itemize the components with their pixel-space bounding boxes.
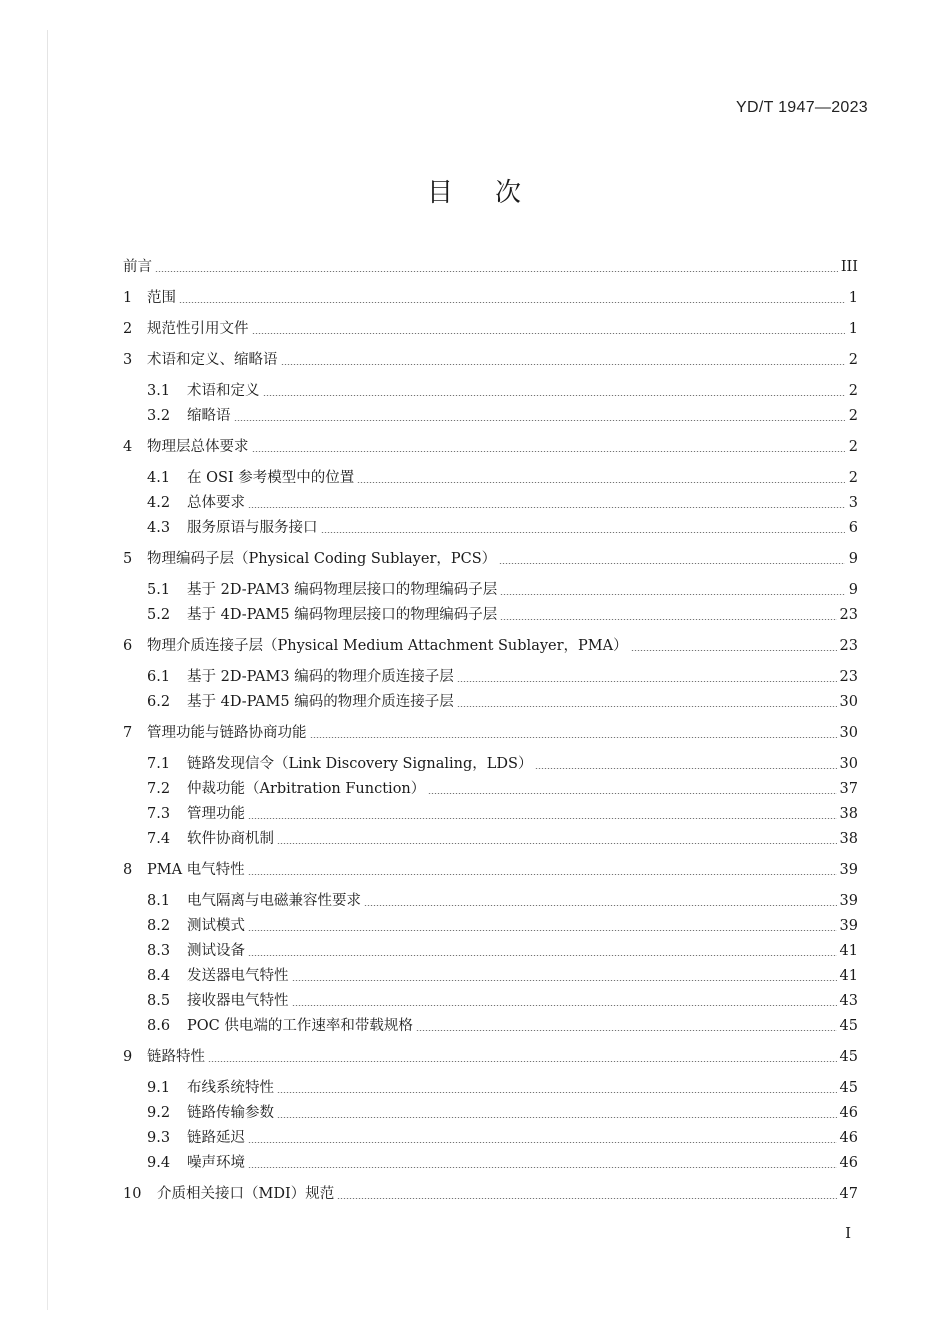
toc-entry-number: 7.2: [147, 781, 171, 797]
toc-section-entry[interactable]: [147, 1102, 858, 1124]
toc-leader-dots: [248, 507, 845, 508]
toc-entry-page: 41: [839, 968, 858, 984]
toc-entry-page: 39: [839, 893, 858, 909]
toc-section-entry[interactable]: [147, 990, 858, 1012]
toc-entry-number: 8.3: [147, 943, 171, 959]
toc-leader-dots: [248, 1167, 837, 1168]
toc-section-entry[interactable]: [147, 604, 858, 626]
toc-entry-page: 2: [848, 439, 858, 455]
toc-leader-dots: [277, 843, 837, 844]
toc-leader-dots: [234, 420, 846, 421]
toc-entry-title: 电气隔离与电磁兼容性要求: [187, 893, 361, 909]
toc-entry-number: 7.3: [147, 806, 171, 822]
toc-leader-dots: [500, 619, 836, 620]
toc-leader-dots: [155, 271, 838, 272]
toc-leader-dots: [428, 793, 836, 794]
toc-section-entry[interactable]: [147, 778, 858, 800]
toc-entry-page: 38: [839, 806, 858, 822]
toc-section-entry[interactable]: [147, 517, 858, 539]
toc-entry-number: 8.6: [147, 1018, 171, 1034]
toc-entry-number: 8.1: [147, 893, 171, 909]
toc-entry-page: 46: [839, 1130, 858, 1146]
toc-entry-number: 5.2: [147, 607, 171, 623]
toc-entry-number: 9: [123, 1049, 133, 1065]
toc-entry-title: 链路延迟: [187, 1130, 245, 1146]
toc-leader-dots: [179, 302, 845, 303]
toc-section-entry[interactable]: [147, 965, 858, 987]
toc-leader-dots: [357, 482, 845, 483]
toc-entry-number: 4.2: [147, 495, 171, 511]
toc-entry-page: 23: [839, 607, 858, 623]
toc-entry-page: 2: [848, 470, 858, 486]
toc-section-entry[interactable]: [147, 1077, 858, 1099]
toc-section-entry[interactable]: [147, 492, 858, 514]
title-char-2: 次: [495, 178, 524, 208]
toc-chapter-entry[interactable]: [123, 318, 858, 340]
toc-leader-dots: [321, 532, 846, 533]
toc-leader-dots: [457, 681, 837, 682]
toc-entry-page: 2: [848, 383, 858, 399]
page-title: [0, 172, 950, 209]
toc-entry-number: 7.1: [147, 756, 171, 772]
toc-entry-number: 8: [123, 862, 133, 878]
toc-chapter-entry[interactable]: [123, 859, 858, 881]
toc-section-entry[interactable]: [147, 940, 858, 962]
toc-leader-dots: [457, 706, 837, 707]
toc-entry-title: 管理功能与链路协商功能: [147, 725, 307, 741]
toc-entry-page: 30: [839, 694, 858, 710]
toc-leader-dots: [535, 768, 836, 769]
toc-leader-dots: [337, 1198, 836, 1199]
toc-entry-page: 23: [839, 669, 858, 685]
toc-entry-title: 总体要求: [187, 495, 245, 511]
document-code: YD/T 1947—2023: [736, 99, 868, 116]
toc-section-entry[interactable]: [147, 1127, 858, 1149]
toc-entry-number: 6.2: [147, 694, 171, 710]
toc-entry-page: 47: [839, 1186, 858, 1202]
toc-entry-title: 物理编码子层（Physical Coding Sublayer，PCS）: [147, 551, 497, 567]
toc-entry-title: 发送器电气特性: [187, 968, 289, 984]
toc-chapter-entry[interactable]: [123, 287, 858, 309]
toc-leader-dots: [500, 594, 845, 595]
toc-entry-page: 9: [848, 551, 858, 567]
toc-entry-page: 41: [839, 943, 858, 959]
toc-section-entry[interactable]: [147, 380, 858, 402]
toc-chapter-entry[interactable]: [123, 548, 858, 570]
toc-entry-page: III: [840, 259, 858, 275]
toc-section-entry[interactable]: [147, 803, 858, 825]
toc-section-entry[interactable]: [147, 1015, 858, 1037]
toc-leader-dots: [252, 333, 846, 334]
toc-entry-title: 基于 4D-PAM5 编码物理层接口的物理编码子层: [187, 607, 498, 623]
toc-entry-title: 仲裁功能（Arbitration Function）: [187, 781, 426, 797]
toc-leader-dots: [208, 1061, 837, 1062]
toc-entry-title: 规范性引用文件: [147, 321, 249, 337]
toc-entry-number: 4.3: [147, 520, 171, 536]
toc-entry-page: 45: [839, 1080, 858, 1096]
toc-entry-page: 37: [839, 781, 858, 797]
title-char-1: 目: [426, 178, 455, 208]
toc-leader-dots: [248, 874, 837, 875]
toc-entry-title: 测试设备: [187, 943, 245, 959]
toc-section-entry[interactable]: [147, 405, 858, 427]
toc-entry-number: 2: [123, 321, 133, 337]
toc-entry-page: 30: [839, 725, 858, 741]
toc-entry-title: 管理功能: [187, 806, 245, 822]
toc-entry-number: 8.5: [147, 993, 171, 1009]
toc-entry-page: 43: [839, 993, 858, 1009]
toc-entry-title: 基于 4D-PAM5 编码的物理介质连接子层: [187, 694, 454, 710]
toc-entry-title: 布线系统特性: [187, 1080, 274, 1096]
toc-entry-page: 2: [848, 352, 858, 368]
toc-section-entry[interactable]: [147, 915, 858, 937]
toc-entry-title: 链路发现信令（Link Discovery Signaling，LDS）: [187, 756, 533, 772]
toc-entry-number: 5: [123, 551, 133, 567]
toc-entry-page: 1: [848, 321, 858, 337]
toc-entry-number: 9.1: [147, 1080, 171, 1096]
scan-edge-line: [47, 30, 48, 1310]
page-number: I: [845, 1224, 851, 1242]
toc-entry-page: 30: [839, 756, 858, 772]
toc-entry-title: POC 供电端的工作速率和带载规格: [187, 1018, 413, 1034]
toc-entry-number: 8.4: [147, 968, 171, 984]
toc-chapter-entry[interactable]: [123, 1046, 858, 1068]
toc-entry-title: 链路特性: [147, 1049, 205, 1065]
toc-entry-title: 术语和定义: [187, 383, 260, 399]
toc-entry-number: 6.1: [147, 669, 171, 685]
toc-entry-title: 物理层总体要求: [147, 439, 249, 455]
toc-leader-dots: [248, 1142, 837, 1143]
toc-entry-page: 6: [848, 520, 858, 536]
toc-leader-dots: [631, 650, 837, 651]
toc-entry-title: 噪声环境: [187, 1155, 245, 1171]
toc-entry-page: 1: [848, 290, 858, 306]
toc-section-entry[interactable]: [147, 467, 858, 489]
toc-entry-title: 术语和定义、缩略语: [147, 352, 278, 368]
toc-chapter-entry[interactable]: [123, 635, 858, 657]
toc-entry-number: 4: [123, 439, 133, 455]
toc-entry-title: 在 OSI 参考模型中的位置: [187, 470, 355, 486]
toc-entry-number: 1: [123, 290, 133, 306]
toc-entry-title: 缩略语: [187, 408, 231, 424]
toc-leader-dots: [281, 364, 846, 365]
toc-entry-number: 7.4: [147, 831, 171, 847]
toc-entry-page: 23: [839, 638, 858, 654]
toc-leader-dots: [499, 563, 845, 564]
toc-leader-dots: [416, 1030, 837, 1031]
toc-leader-dots: [277, 1092, 837, 1093]
toc-section-entry[interactable]: [147, 828, 858, 850]
toc-entry-number: 3.1: [147, 383, 171, 399]
toc-entry-title: 前言: [123, 259, 152, 275]
toc-section-entry[interactable]: [147, 890, 858, 912]
toc-leader-dots: [364, 905, 837, 906]
toc-entry-title: 物理介质连接子层（Physical Medium Attachment Sublayer，PMA）: [147, 638, 628, 654]
toc-leader-dots: [248, 930, 837, 931]
toc-entry-title: 范围: [147, 290, 176, 306]
toc-chapter-entry[interactable]: [123, 436, 858, 458]
toc-leader-dots: [277, 1117, 837, 1118]
toc-leader-dots: [263, 395, 846, 396]
toc-entry-number: 5.1: [147, 582, 171, 598]
toc-section-entry[interactable]: [147, 753, 858, 775]
toc-entry-number: 4.1: [147, 470, 171, 486]
toc-entry-title: 基于 2D-PAM3 编码的物理介质连接子层: [187, 669, 454, 685]
toc-entry-title: 基于 2D-PAM3 编码物理层接口的物理编码子层: [187, 582, 498, 598]
toc-entry-page: 39: [839, 918, 858, 934]
toc-entry-page: 39: [839, 862, 858, 878]
toc-entry-title: PMA 电气特性: [147, 862, 245, 878]
toc-entry-page: 45: [839, 1049, 858, 1065]
toc-entry-page: 2: [848, 408, 858, 424]
toc-leader-dots: [248, 955, 837, 956]
toc-entry-number: 3.2: [147, 408, 171, 424]
toc-entry-title: 接收器电气特性: [187, 993, 289, 1009]
toc-section-entry[interactable]: [147, 579, 858, 601]
toc-section-entry[interactable]: [147, 691, 858, 713]
toc-entry-page: 38: [839, 831, 858, 847]
toc-entry-number: 9.2: [147, 1105, 171, 1121]
toc-entry-number: 8.2: [147, 918, 171, 934]
toc-entry-title: 介质相关接口（MDI）规范: [157, 1186, 335, 1202]
toc-leader-dots: [310, 737, 837, 738]
toc-chapter-entry[interactable]: [123, 1183, 858, 1205]
toc-section-entry[interactable]: [147, 1152, 858, 1174]
toc-chapter-entry[interactable]: [123, 349, 858, 371]
toc-entry-page: 45: [839, 1018, 858, 1034]
toc-entry-page: 46: [839, 1105, 858, 1121]
toc-leader-dots: [248, 818, 837, 819]
toc-leader-dots: [252, 451, 846, 452]
toc-entry-number: 9.4: [147, 1155, 171, 1171]
toc-entry-number: 10: [123, 1186, 142, 1202]
toc-entry-number: 7: [123, 725, 133, 741]
toc-chapter-entry[interactable]: [123, 722, 858, 744]
toc-entry-number: 6: [123, 638, 133, 654]
toc-entry-title: 软件协商机制: [187, 831, 274, 847]
toc-entry-title: 测试模式: [187, 918, 245, 934]
toc-entry-page: 46: [839, 1155, 858, 1171]
toc-entry-title: 服务原语与服务接口: [187, 520, 318, 536]
toc-entry-number: 3: [123, 352, 133, 368]
toc-entry-page: 3: [848, 495, 858, 511]
toc-entry-page: 9: [848, 582, 858, 598]
toc-leader-dots: [292, 980, 837, 981]
toc-entry-title: 链路传输参数: [187, 1105, 274, 1121]
toc-section-entry[interactable]: [147, 666, 858, 688]
toc-entry-number: 9.3: [147, 1130, 171, 1146]
toc-chapter-entry[interactable]: [123, 256, 858, 278]
toc-leader-dots: [292, 1005, 837, 1006]
